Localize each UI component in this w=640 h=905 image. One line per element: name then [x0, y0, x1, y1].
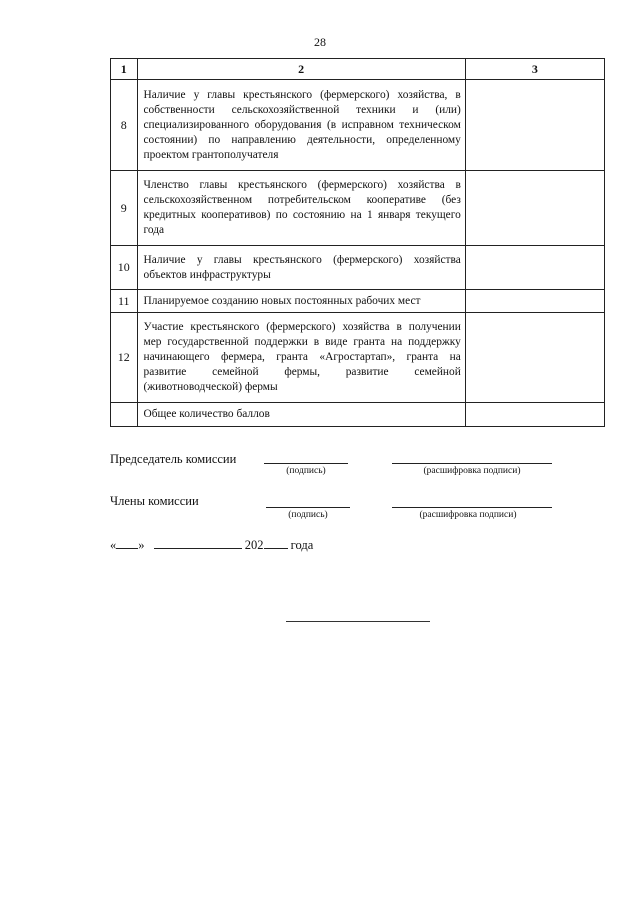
chairman-decode-line — [392, 463, 552, 464]
chairman-signature-caption: (подпись) — [286, 466, 326, 476]
criterion-text: Планируемое созданию новых постоянных рабочих мест — [137, 290, 465, 313]
score-cell — [465, 290, 604, 313]
row-number: 9 — [111, 171, 138, 246]
page-number: 28 — [314, 35, 326, 49]
table-header-row — [111, 59, 605, 80]
score-cell — [465, 80, 604, 171]
month-blank — [154, 536, 242, 549]
table-row — [111, 290, 605, 313]
chairman-label: Председатель комиссии — [110, 452, 237, 466]
score-cell — [465, 313, 604, 403]
table-row — [111, 313, 605, 403]
criterion-text: Участие крестьянского (фермерского) хозяйства в получении мер государственной поддержки в виде гранта на поддержку начинающего фермера, гранта «Агростартап», гранта на развитие семейной фермы, развитие семейной (животноводческой) фермы — [137, 313, 465, 403]
year-prefix: 202 — [244, 538, 264, 552]
members-signature-caption: (подпись) — [288, 510, 328, 520]
members-decode-caption: (расшифровка подписи) — [419, 510, 517, 520]
total-score-cell — [465, 403, 604, 427]
total-score-label: Общее количество баллов — [137, 403, 465, 427]
table-row — [111, 80, 605, 171]
members-signature-line — [266, 507, 350, 508]
members-label: Члены комиссии — [110, 494, 199, 508]
date-close-quote: » — [138, 538, 145, 552]
criterion-text: Наличие у главы крестьянского (фермерского) хозяйства объектов инфраструктуры — [137, 246, 465, 290]
members-decode-line — [392, 507, 552, 508]
row-number: 8 — [111, 80, 138, 171]
row-number: 12 — [111, 313, 138, 403]
column-header-3: 3 — [465, 59, 604, 80]
year-blank — [264, 536, 288, 549]
year-suffix: года — [290, 538, 314, 552]
row-number: 10 — [111, 246, 138, 290]
date-line — [110, 536, 313, 553]
criterion-text: Наличие у главы крестьянского (фермерского) хозяйства, в собственности сельскохозяйственной техники и (или) специализированного оборудования (в исправном техническом состоянии) по направлению деятельности, определенному проектом грантополучателя — [137, 80, 465, 171]
closing-rule — [286, 621, 430, 622]
column-header-1: 1 — [111, 59, 138, 80]
table-row — [111, 403, 605, 427]
row-number: 11 — [111, 290, 138, 313]
criterion-text: Членство главы крестьянского (фермерского) хозяйства в сельскохозяйственном потребительском кооперативе (без кредитных кооперативов) по состоянию на 1 января текущего года — [137, 171, 465, 246]
row-number — [111, 403, 138, 427]
chairman-decode-caption: (расшифровка подписи) — [423, 466, 521, 476]
criteria-table — [110, 58, 605, 427]
score-cell — [465, 246, 604, 290]
column-header-2: 2 — [137, 59, 465, 80]
table-row — [111, 246, 605, 290]
score-cell — [465, 171, 604, 246]
day-blank — [116, 536, 138, 549]
date-open-quote: « — [110, 538, 117, 552]
table-row — [111, 171, 605, 246]
chairman-signature-line — [264, 463, 348, 464]
